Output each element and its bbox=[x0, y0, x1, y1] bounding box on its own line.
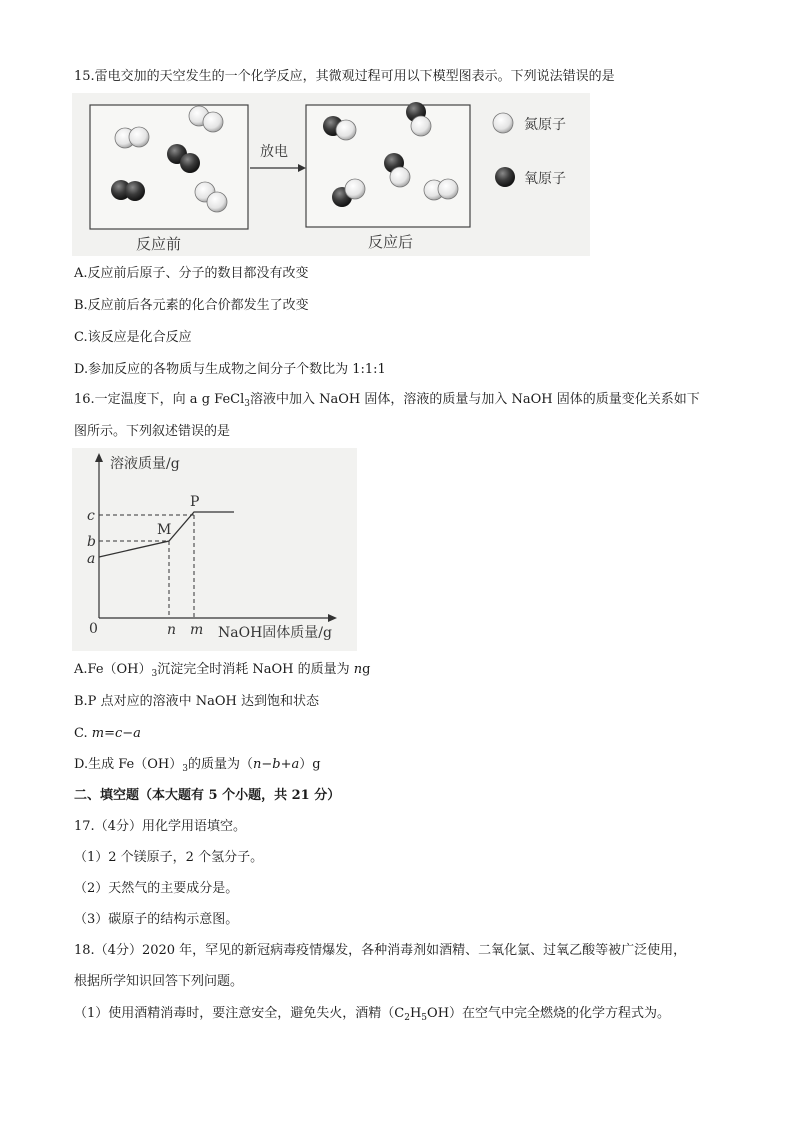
x-axis-arrow bbox=[328, 614, 337, 622]
q16-option-c: C. m=c−a bbox=[74, 726, 141, 741]
q17-item-2: （2）天然气的主要成分是。 bbox=[74, 881, 239, 896]
y-axis-label: 溶液质量/g bbox=[110, 456, 180, 472]
q15-option-a: A.反应前后原子、分子的数目都没有改变 bbox=[74, 266, 309, 281]
q18-stem-line2: 根据所学知识回答下列问题。 bbox=[74, 974, 244, 989]
q16-option-a: $A.Fe(OH)_3$沉淀完全时消耗 NaOH 的质量为 ng bbox=[74, 662, 371, 679]
arrow-label: 放电 bbox=[260, 144, 288, 160]
point-label-m: M bbox=[157, 522, 172, 538]
q15-option-b: B.反应前后各元素的化合价都发生了改变 bbox=[74, 298, 309, 313]
y-tick-b: b bbox=[87, 534, 96, 550]
oxygen-legend-icon bbox=[495, 167, 515, 187]
reaction-model-diagram bbox=[72, 93, 590, 256]
after-label: 反应后 bbox=[368, 233, 414, 251]
before-box bbox=[90, 105, 248, 229]
q16-chart bbox=[72, 448, 357, 651]
n2-molecule bbox=[115, 127, 149, 148]
legend-oxygen: 氧原子 bbox=[524, 171, 566, 187]
q16-option-d: D.生成 $Fe(OH)_3$的质量为（n−b+a）g bbox=[74, 757, 321, 774]
q15-figure bbox=[72, 93, 590, 256]
q15-option-d: D.参加反应的各物质与生成物之间分子个数比为 1:1:1 bbox=[74, 362, 386, 377]
y-axis-arrow bbox=[95, 453, 103, 462]
point-label-p: P bbox=[190, 494, 200, 510]
q16-option-b: B.P 点对应的溶液中 NaOH 达到饱和状态 bbox=[74, 694, 319, 709]
origin-label: 0 bbox=[89, 621, 98, 637]
o2-molecule bbox=[111, 180, 145, 201]
n2-molecule bbox=[424, 179, 458, 200]
before-label: 反应前 bbox=[136, 235, 182, 253]
q16-stem-line1: 16.一定温度下，向 a g FeCl$_3$溶液中加入 NaOH 固体，溶液的质量与加入 NaOH 固体的质量变化关系如下 bbox=[74, 392, 700, 409]
q16-chart-svg bbox=[72, 448, 357, 651]
q18-item-1: （1）使用酒精消毒时，要注意安全，避免失火，酒精$(C_2H_5OH)$在空气中完全燃烧的化学方程式为。 bbox=[74, 1006, 671, 1023]
q17-item-3: （3）碳原子的结构示意图。 bbox=[74, 912, 239, 927]
section2-heading: 二、填空题（本大题有 5 个小题，共 21 分） bbox=[74, 788, 341, 803]
q15-stem: 15.雷电交加的天空发生的一个化学反应，其微观过程可用以下模型图表示。下列说法错误的是 bbox=[74, 69, 615, 84]
legend-nitrogen: 氮原子 bbox=[524, 117, 566, 133]
y-tick-c: c bbox=[87, 508, 95, 524]
y-tick-a: a bbox=[87, 551, 96, 567]
x-tick-m: m bbox=[190, 622, 204, 638]
x-axis-label: NaOH固体质量/g bbox=[218, 625, 332, 641]
q17-item-1: （1）2 个镁原子，2 个氢分子。 bbox=[74, 850, 264, 865]
nitrogen-legend-icon bbox=[493, 113, 513, 133]
q18-stem-line1: 18.（4分）2020 年，罕见的新冠病毒疫情爆发，各种消毒剂如酒精、二氧化氯、过氧乙酸等被广泛使用， bbox=[74, 943, 687, 958]
q16-stem-line2: 图所示。下列叙述错误的是 bbox=[74, 424, 231, 439]
x-tick-n: n bbox=[167, 622, 177, 638]
q15-option-c: C.该反应是化合反应 bbox=[74, 330, 192, 345]
q17-stem: 17.（4分）用化学用语填空。 bbox=[74, 819, 246, 834]
